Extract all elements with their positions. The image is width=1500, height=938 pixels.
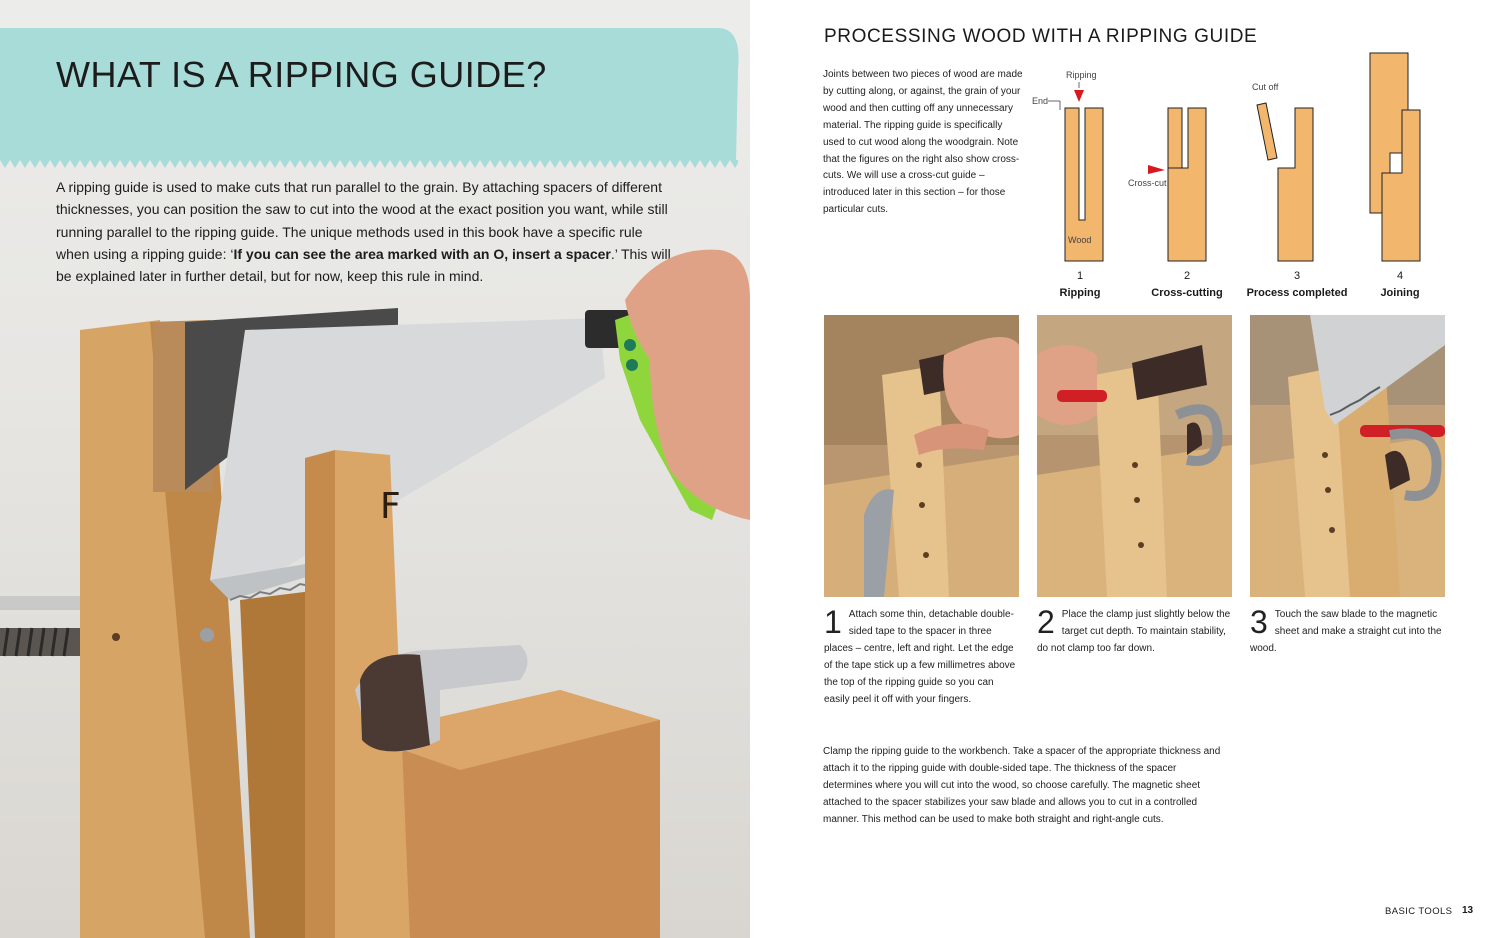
step-2-number: 2 [1037,604,1055,640]
figure-cross-cutting-drawing [1128,108,1206,261]
section-intro: Joints between two pieces of wood are made by cutting along, or against, the grain of your wood and then cutting off any unnecessary material. The ripping guide is specifically used to cut wood along the woodgrain. Note that the figures on the right also show cross-cuts. We will use a cross-cut guide – introduced later in this section – for those particular cuts. [823,69,1023,216]
svg-text:Wood: Wood [1068,235,1092,245]
svg-text:End: End [1032,96,1049,106]
wood-mark-f: F [380,486,401,527]
step-1-text: Attach some thin, detachable double-sided tape to the spacer in three places – centre, left and right. Let the edge of the tape stick up a few millimetres above the top of the ripping guide so you can easily peel it off with your fingers. [824,609,1016,705]
figure-process-completed-drawing [1252,82,1313,261]
figure-2-caption: Cross-cutting [1151,287,1223,299]
step-1-photo [824,315,1019,597]
footer-section-label: BASIC TOOLS [1385,906,1453,917]
intro-paragraph: A ripping guide is used to make cuts that run parallel to the grain. By attaching spacers of different thicknesses, you can position the saw to cut into the wood at the exact position you want, while still running parallel to the ripping guide. The unique methods used in this book have a specific rule when using a ripping guide: ‘If you can see the area marked with an O, insert a spacer.’ This will be explained later in further detail, but for now, keep this rule in mind. [56,179,671,285]
step-3-photo [1250,315,1445,597]
figure-2-number: 2 [1183,270,1191,282]
step-1-number: 1 [824,604,842,640]
section-title: PROCESSING WOOD WITH A RIPPING GUIDE [824,26,1258,47]
figure-joining-drawing [1370,53,1420,261]
step-3 [1250,606,1445,657]
closing-paragraph: Clamp the ripping guide to the workbench. Take a spacer of the appropriate thickness and attach it to the ripping guide with double-sided tape. The thickness of the spacer determines where you will cut into the wood, so choose carefully. The magnetic sheet attached to the spacer stabilizes your saw blade and allows you to cut in a controlled manner. This method can be used to make both straight and right-angle cuts. [823,746,1221,825]
step-2-text: Place the clamp just slightly below the target cut depth. To maintain stability, do not clamp too far down. [1037,609,1231,654]
ripping-guide-photo [0,240,750,938]
ripping-diagram [1020,50,1460,265]
step-3-number: 3 [1250,604,1268,640]
step-2-photo [1037,315,1232,597]
spacer-rule: If you can see the area marked with an O, insert a spacer [233,245,611,262]
right-page [750,0,1500,938]
step-3-text: Touch the saw blade to the magnetic sheet and make a straight cut into the wood. [1250,609,1442,654]
figure-3-number: 3 [1293,270,1301,282]
figure-4-caption: Joining [1380,287,1420,299]
page-title: WHAT IS A RIPPING GUIDE? [56,54,547,95]
figure-1-caption: Ripping [1059,287,1101,299]
step-2 [1037,606,1232,657]
svg-text:Cut off: Cut off [1252,82,1279,92]
page-number: 13 [1462,905,1474,916]
figure-4-number: 4 [1396,270,1404,282]
svg-text:Cross-cut: Cross-cut [1128,178,1167,188]
figure-1-number: 1 [1076,270,1084,282]
svg-text:Ripping: Ripping [1066,70,1097,80]
figure-ripping-drawing [1032,70,1103,261]
figure-3-caption: Process completed [1246,287,1348,299]
step-1 [824,606,1019,708]
